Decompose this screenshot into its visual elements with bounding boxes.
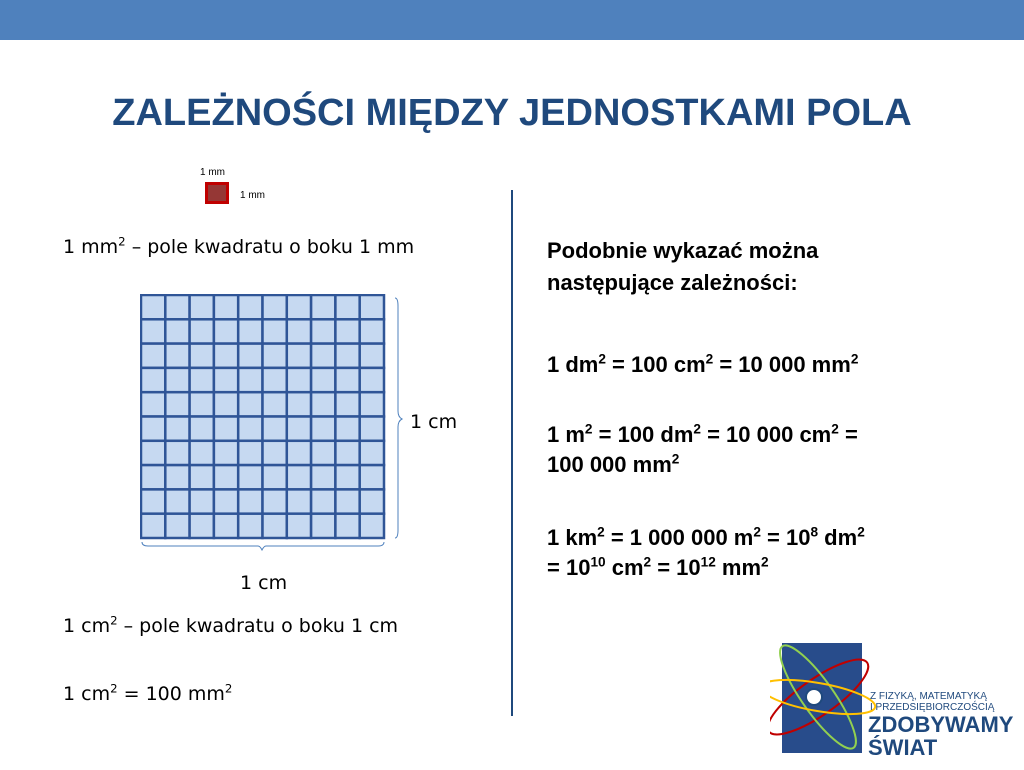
grid-cell — [263, 514, 287, 538]
grid-cell — [238, 417, 262, 441]
grid-cell — [190, 344, 214, 368]
grid-cell — [238, 295, 262, 319]
logo-line4: ŚWIAT — [868, 735, 938, 760]
grid-cell — [214, 465, 238, 489]
grid-cell — [190, 489, 214, 513]
km2-equation: 1 $km^2 = 1$ 000 000 $m^2 = 10^8$ $dm^2$ = $10^{10}$ $cm^2 = 10^{12}$ $mm^2$ — [547, 524, 865, 580]
grid-cell — [214, 368, 238, 392]
grid-cell — [190, 465, 214, 489]
grid-cell — [263, 417, 287, 441]
grid-cell — [311, 489, 335, 513]
grid-cell — [165, 295, 189, 319]
dm2-equation: 1 $dm^2 = 100$ $cm^2 = 10$ 000 $mm^2$ — [547, 351, 859, 377]
grid-cell — [165, 368, 189, 392]
grid-cell — [287, 344, 311, 368]
logo-line2: I PRZEDSIĘBIORCZOŚCIĄ — [870, 702, 995, 713]
grid-cell — [190, 392, 214, 416]
globe-icon — [806, 689, 822, 705]
grid-cell — [141, 417, 165, 441]
grid-cell — [360, 368, 384, 392]
cm-label-side: 1 cm — [410, 411, 458, 433]
one-mm-square — [205, 182, 229, 204]
mm2-definition: 1 $mm^2$ – pole kwadratu o boku 1 mm — [63, 234, 415, 258]
grid-cell — [287, 319, 311, 343]
grid-cell — [190, 514, 214, 538]
logo-line1: Z FIZYKĄ, MATEMATYKĄ — [870, 691, 987, 702]
grid-cells — [141, 295, 384, 538]
grid-cell — [360, 441, 384, 465]
grid-cell — [214, 295, 238, 319]
grid-cell — [287, 295, 311, 319]
grid-cell — [311, 465, 335, 489]
grid-cell — [311, 344, 335, 368]
grid-cell — [335, 514, 359, 538]
grid-cell — [335, 417, 359, 441]
cm-square-grid — [140, 294, 410, 556]
grid-cell — [263, 295, 287, 319]
grid-cell — [141, 368, 165, 392]
grid-cell — [335, 465, 359, 489]
grid-cell — [214, 514, 238, 538]
grid-cell — [190, 295, 214, 319]
grid-cell — [214, 344, 238, 368]
grid-cell — [311, 295, 335, 319]
grid-cell — [165, 319, 189, 343]
mm-label-side: 1 mm — [240, 190, 265, 201]
grid-cell — [214, 319, 238, 343]
grid-cell — [263, 465, 287, 489]
project-logo — [770, 625, 1024, 770]
grid-cell — [335, 441, 359, 465]
grid-cell — [360, 465, 384, 489]
grid-cell — [311, 392, 335, 416]
cm2-definition: 1 $cm^2$ – pole kwadratu o boku 1 cm — [63, 613, 399, 637]
right-brace — [395, 298, 402, 538]
grid-cell — [360, 392, 384, 416]
grid-cell — [311, 368, 335, 392]
bottom-brace — [142, 542, 384, 550]
grid-cell — [263, 319, 287, 343]
column-divider — [511, 190, 513, 716]
grid-cell — [165, 417, 189, 441]
grid-cell — [360, 417, 384, 441]
grid-cell — [335, 368, 359, 392]
grid-cell — [335, 344, 359, 368]
intro-text: Podobnie wykazać można następujące zależności: — [547, 238, 819, 295]
grid-cell — [165, 344, 189, 368]
logo-line3: ZDOBYWAMY — [868, 712, 1014, 737]
grid-cell — [214, 417, 238, 441]
grid-cell — [360, 295, 384, 319]
grid-cell — [214, 392, 238, 416]
grid-cell — [165, 441, 189, 465]
grid-cell — [238, 514, 262, 538]
grid-cell — [311, 441, 335, 465]
grid-cell — [263, 344, 287, 368]
grid-cell — [238, 441, 262, 465]
grid-cell — [360, 514, 384, 538]
grid-cell — [287, 417, 311, 441]
grid-cell — [263, 441, 287, 465]
grid-cell — [190, 417, 214, 441]
grid-cell — [287, 465, 311, 489]
grid-cell — [141, 514, 165, 538]
grid-cell — [141, 489, 165, 513]
grid-cell — [287, 514, 311, 538]
grid-cell — [263, 392, 287, 416]
grid-cell — [238, 344, 262, 368]
page-title: ZALEŻNOŚCI MIĘDZY JEDNOSTKAMI POLA — [112, 92, 912, 134]
top-bar — [0, 0, 1024, 40]
grid-cell — [214, 441, 238, 465]
mm-label-top: 1 mm — [200, 167, 225, 178]
grid-cell — [287, 489, 311, 513]
cm2-mm2-equation: 1 $cm^2 = 100$ $mm^2$ — [63, 681, 233, 705]
grid-cell — [238, 489, 262, 513]
grid-cell — [311, 514, 335, 538]
grid-cell — [335, 319, 359, 343]
grid-cell — [190, 319, 214, 343]
grid-cell — [263, 368, 287, 392]
grid-cell — [141, 441, 165, 465]
grid-cell — [311, 417, 335, 441]
grid-cell — [141, 392, 165, 416]
grid-cell — [165, 514, 189, 538]
grid-cell — [287, 441, 311, 465]
grid-cell — [165, 465, 189, 489]
grid-cell — [360, 319, 384, 343]
grid-cell — [335, 489, 359, 513]
grid-cell — [287, 368, 311, 392]
grid-cell — [190, 368, 214, 392]
grid-cell — [287, 392, 311, 416]
m2-equation: 1 $m^2 = 100$ $dm^2 = 10$ 000 $cm^2$ = 100 000 $mm^2$ — [547, 421, 858, 477]
grid-cell — [238, 465, 262, 489]
grid-cell — [360, 489, 384, 513]
grid-cell — [263, 489, 287, 513]
grid-cell — [311, 319, 335, 343]
grid-cell — [165, 392, 189, 416]
grid-cell — [141, 295, 165, 319]
grid-cell — [335, 392, 359, 416]
grid-cell — [165, 489, 189, 513]
grid-cell — [214, 489, 238, 513]
grid-cell — [190, 441, 214, 465]
grid-cell — [360, 344, 384, 368]
grid-cell — [335, 295, 359, 319]
grid-cell — [141, 344, 165, 368]
grid-cell — [141, 465, 165, 489]
grid-cell — [141, 319, 165, 343]
cm-label-bottom: 1 cm — [240, 572, 288, 594]
grid-cell — [238, 368, 262, 392]
grid-cell — [238, 392, 262, 416]
grid-cell — [238, 319, 262, 343]
